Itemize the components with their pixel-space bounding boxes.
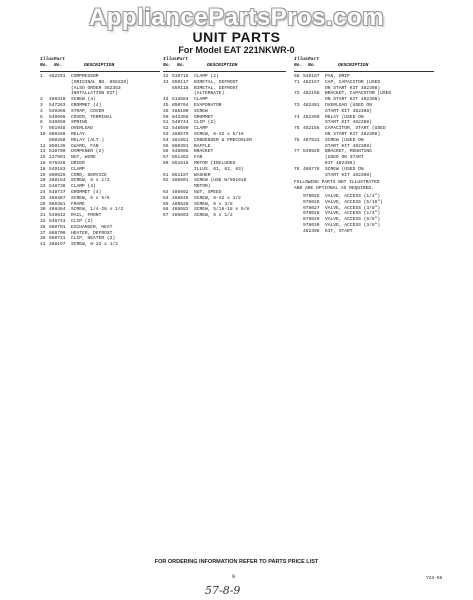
header-description: DESCRIPTION (207, 63, 238, 68)
part-number: 549920 (303, 149, 320, 155)
part-description: RELAY (71, 131, 85, 137)
part-description: SCREW, 8-32 x 1/2 (194, 195, 241, 201)
part-description: START KIT 482398) (325, 172, 372, 178)
illus-number: 55 (163, 143, 169, 149)
illus-number: 62 (163, 178, 169, 184)
part-number: 488645 (172, 195, 189, 201)
part-description: SCREW (USE W/851616 (194, 178, 247, 184)
part-number: 860709 (49, 230, 66, 236)
part-number: 548737 (49, 189, 66, 195)
part-number: 488778 (303, 166, 320, 172)
header-part: Part (54, 57, 66, 62)
part-number: 978026 (303, 199, 320, 205)
illus-number: 18 (40, 166, 46, 172)
illus-number: 71 (294, 79, 300, 85)
illus-number: 6 (40, 120, 43, 126)
illus-number: 76 (294, 137, 300, 143)
part-description: HEATER, DEFROST (71, 230, 113, 236)
header-no: No. (40, 63, 49, 68)
illus-number: 31 (40, 213, 46, 219)
part-description: NUT, SPEED (194, 189, 222, 195)
table-row (40, 242, 160, 248)
part-description: RELAY (ALT.) (71, 137, 105, 143)
header-no: No. (163, 63, 172, 68)
part-number: 488154 (49, 178, 66, 184)
part-number: 860701 (49, 224, 66, 230)
part-number: 860391 (172, 143, 189, 149)
column-header (294, 57, 434, 72)
part-number: 860625 (49, 172, 66, 178)
part-number: 851452 (172, 155, 189, 161)
part-number: 486693 (172, 213, 189, 219)
part-description: (ORIGINAL NO. 855229) (71, 79, 129, 85)
part-number: 488197 (49, 242, 66, 248)
model-subtitle: For Model EAT 221NKWR-0 (178, 45, 295, 55)
illus-number: 56 (163, 149, 169, 155)
part-description: CLIP, HEATER (2) (71, 236, 116, 242)
part-number: 548744 (172, 120, 189, 126)
part-description: SCREW, 5/16-18 x 5/8 (194, 207, 250, 213)
illus-number: 60 (163, 160, 169, 166)
part-description: SCREW, 6 x 1/2 (194, 213, 233, 219)
illus-number: 3 (40, 102, 43, 108)
part-number: 978025 (303, 193, 320, 199)
illus-number: 13 (40, 149, 46, 155)
illus-number: 67 (163, 213, 169, 219)
illus-number: 30 (40, 207, 46, 213)
part-description: BRACKET, CAPACITOR (USED (325, 91, 392, 97)
part-description: SCREW (USED ON (325, 166, 364, 172)
illus-number: 52 (163, 126, 169, 132)
illus-number: 16 (40, 160, 46, 166)
illus-number: 7 (40, 126, 43, 132)
part-description: CLAMP (4) (71, 184, 96, 190)
part-number: 488682 (172, 207, 189, 213)
part-number: 481851 (172, 137, 189, 143)
illus-number: 15 (40, 155, 46, 161)
part-description: VALVE, ACCESS (5/8") (325, 217, 381, 223)
handwritten-note: 57-8-9 (205, 584, 241, 597)
part-number: 978030 (303, 222, 320, 228)
illus-number: 33 (40, 218, 46, 224)
part-number: 549605 (49, 114, 66, 120)
part-description: CAP, CAPACITOR (USED (325, 79, 381, 85)
illus-number: 24 (40, 189, 46, 195)
illus-number: 46 (163, 108, 169, 114)
column-header (40, 57, 160, 72)
illus-number: 25 (40, 195, 46, 201)
part-description: BAFFLE (194, 143, 211, 149)
part-number: 978027 (303, 205, 320, 211)
header-illus: Illus. (40, 57, 57, 62)
part-description: MOTOR (INCLUDES (194, 160, 236, 166)
part-description: BRACKET (194, 149, 214, 155)
illus-number: 77 (294, 149, 300, 155)
illus-number: 1 (40, 74, 43, 79)
part-number: 488487 (49, 195, 66, 201)
part-number: 482398 (303, 228, 320, 234)
header-no: No. (294, 63, 303, 68)
part-number: 488410 (49, 97, 66, 103)
part-number: 482291 (49, 74, 66, 79)
part-description: VALVE, ACCESS (1/4") (325, 211, 381, 217)
part-number: 978346 (49, 160, 66, 166)
part-number: 482158 (303, 91, 320, 97)
header-part: Part (308, 57, 320, 62)
part-description: CLAMP (71, 166, 85, 172)
illus-number: 38 (40, 236, 46, 242)
part-description: (ALTERNATE) (194, 91, 225, 97)
part-description: GUARD, FAN (71, 143, 99, 149)
part-description: SCREW, 6 x 3/8 (194, 201, 233, 207)
part-number: 547263 (49, 102, 66, 108)
illus-number: 4 (40, 108, 43, 114)
part-number: 482157 (303, 79, 320, 85)
part-description: ON START KIT 482398) (325, 85, 381, 91)
part-description: GROMMET (4) (71, 102, 102, 108)
illus-number: 78 (294, 166, 300, 172)
part-number: 850704 (172, 102, 189, 108)
part-number: 850135 (49, 143, 66, 149)
part-description: (USED ON START (325, 155, 364, 161)
part-number: 861948 (49, 126, 66, 132)
optional-parts-note: FOLLOWING PARTS NOT ILLUSTRATED AND ARE OPTIONAL AS REQUIRED. (294, 180, 380, 192)
illus-number: 50 (163, 114, 169, 120)
part-number: 488484 (49, 207, 66, 213)
illus-number: 53 (163, 131, 169, 137)
part-description: SPRING (71, 120, 88, 126)
part-description: SCREW (194, 108, 208, 114)
illus-number: 12 (40, 143, 46, 149)
part-number: 548690 (172, 126, 189, 132)
part-description: CORD, SERVICE (71, 172, 107, 178)
header-description: DESCRIPTION (338, 63, 369, 68)
part-description: COMPRESSOR (71, 74, 99, 79)
part-description: DAMPENER (2) (71, 149, 105, 155)
table-row (294, 173, 434, 179)
part-number: 978028 (303, 211, 320, 217)
illus-number: 51 (163, 120, 169, 126)
header-part-no: No. (177, 63, 186, 68)
illus-number: 72 (294, 91, 300, 97)
illus-number: 45 (163, 102, 169, 108)
parts-column-2 (163, 57, 286, 219)
part-number: 482401 (303, 102, 320, 108)
illus-number: 29 (40, 201, 46, 207)
part-description: START KIT 482398) (325, 143, 372, 149)
part-description: BRACKET, MOUNTING (325, 149, 372, 155)
part-number: 978029 (303, 217, 320, 223)
part-description: CLIP (2) (194, 120, 217, 126)
part-description: VALVE, ACCESS (5/16") (325, 199, 383, 205)
illus-number: 20 (40, 178, 46, 184)
parts-column-3 (294, 57, 434, 235)
part-description: VALVE, ACCESS (1/4") (325, 193, 381, 199)
part-number: 510709 (49, 149, 66, 155)
part-number: 488100 (172, 108, 189, 114)
part-number: 548738 (49, 184, 66, 190)
part-description: NUT, WIRE (71, 155, 96, 161)
part-description: STRAP, COVER (71, 108, 105, 114)
part-number: 851616 (172, 160, 189, 166)
header-part-no: No. (308, 63, 317, 68)
part-description: START KIT 482398) (325, 120, 372, 126)
part-description: SCREW, 8 x 1/2 (71, 178, 110, 184)
part-number: 548743 (49, 218, 66, 224)
part-description: GROMMET (4) (71, 189, 102, 195)
illus-number: 65 (163, 201, 169, 207)
part-number: 510716 (172, 74, 189, 79)
part-description: OVERLOAD (71, 126, 94, 132)
part-description: MOTOR) (194, 184, 211, 190)
part-number: 851197 (172, 172, 189, 178)
part-description: ON START KIT 482398) (325, 97, 381, 103)
part-number: 860381 (49, 201, 66, 207)
part-description: VALVE, ACCESS (3/8") (325, 222, 381, 228)
header-description: DESCRIPTION (84, 63, 115, 68)
illus-number: 75 (294, 126, 300, 132)
illus-number: 74 (294, 114, 300, 120)
part-description: EVAPORATOR (194, 102, 222, 108)
part-description: FRAME (71, 201, 85, 207)
part-number: 549659 (49, 120, 66, 126)
part-description: SCREW (USED ON (325, 137, 364, 143)
part-description: (ALSO ORDER 482353 (71, 85, 121, 91)
part-description: RELAY (USED ON (325, 114, 364, 120)
part-number: 850117 (172, 79, 189, 85)
illus-number: 63 (163, 189, 169, 195)
part-number: 513584 (172, 97, 189, 103)
part-number: 237991 (49, 155, 66, 161)
part-description: EXCHANGER, HEAT (71, 224, 113, 230)
part-description: WASHER (194, 172, 211, 178)
page-title: UNIT PARTS (192, 29, 281, 45)
part-description: VALVE, ACCESS (3/8") (325, 205, 381, 211)
part-description: DRIER (71, 160, 85, 166)
part-number: 850118 (172, 85, 189, 91)
illus-number: 2 (40, 97, 43, 103)
part-description: INSTALLATION KIT) (71, 91, 118, 97)
illus-number: 64 (163, 195, 169, 201)
illus-number: 23 (40, 184, 46, 190)
illus-number: 10 (40, 131, 46, 137)
part-number: 548695 (172, 149, 189, 155)
part-number: 860268 (49, 137, 66, 143)
part-description: CLAMP (194, 126, 208, 132)
part-description: CAPACITOR, START (USED (325, 126, 386, 132)
ordering-footer: FOR ORDERING INFORMATION REFER TO PARTS PRICE LIST (154, 559, 319, 565)
header-illus: Illus. (294, 57, 311, 62)
part-description: CONDENSER & PRECOOLER (194, 137, 252, 143)
document-code: Y23-58 (426, 576, 443, 581)
part-description: FAN (194, 155, 203, 161)
header-illus: Illus. (163, 57, 180, 62)
illus-number: 41 (40, 242, 46, 248)
part-description: SCREW, 8-32 x 1/2 (71, 242, 118, 248)
illus-number: 54 (163, 137, 169, 143)
part-description: BIMETAL, DEFROST (194, 85, 239, 91)
part-description: CLIP (2) (71, 218, 94, 224)
part-description: OVERLOAD (USED ON (325, 102, 372, 108)
part-description: SCREW (4) (71, 97, 96, 103)
illus-number: 66 (163, 207, 169, 213)
part-number: 548642 (49, 213, 66, 219)
header-part-no: No. (54, 63, 63, 68)
part-number: 486692 (172, 189, 189, 195)
illus-number: 36 (40, 224, 46, 230)
part-description: BIMETAL, DEFROST (194, 79, 239, 85)
watermark: AppliancePartsPros.com (88, 4, 385, 31)
illus-number: 68 (294, 74, 300, 79)
illus-number: 44 (163, 97, 169, 103)
part-number: 482399 (303, 114, 320, 120)
header-part: Part (177, 57, 189, 62)
part-number: 487531 (303, 137, 320, 143)
illus-number: 19 (40, 172, 46, 178)
table-row (294, 229, 434, 235)
illus-number: 42 (163, 74, 169, 79)
part-description: KIT 482398) (325, 160, 356, 166)
illus-number: 61 (163, 172, 169, 178)
part-description: SCREW, 1/4-28 x 1/2 (71, 207, 124, 213)
illus-number: 43 (163, 79, 169, 85)
part-number: 488579 (172, 131, 189, 137)
part-description: GROMMET (194, 114, 214, 120)
part-number: 549366 (49, 108, 66, 114)
illus-number: 57 (163, 155, 169, 161)
part-number: 488801 (172, 178, 189, 184)
part-number: 482156 (303, 126, 320, 132)
part-description: START KIT 482398) (325, 108, 372, 114)
part-number: 860721 (49, 236, 66, 242)
part-description: ILLUS. 61, 62, 63) (194, 166, 244, 172)
illus-number: 37 (40, 230, 46, 236)
part-number: 549187 (303, 74, 320, 79)
illus-number: 5 (40, 114, 43, 120)
part-number: 843355 (172, 114, 189, 120)
parts-column-1 (40, 57, 160, 248)
part-description: COVER, TERMINAL (71, 114, 113, 120)
part-description: KIT, START (325, 228, 353, 234)
part-description: RAIL, FRONT (71, 213, 102, 219)
part-number: 549183 (49, 166, 66, 172)
part-description: SCREW, 6 x 5/8 (71, 195, 110, 201)
illus-number: 73 (294, 102, 300, 108)
part-number: 860269 (49, 131, 66, 137)
part-description: SCREW, 8-32 x 5/16 (194, 131, 244, 137)
column-header (163, 57, 286, 72)
table-row (163, 213, 286, 219)
part-number: 488626 (172, 201, 189, 207)
part-description: CLAMP (2) (194, 74, 219, 79)
part-description: PAN, DRIP (325, 74, 350, 79)
part-description: ON START KIT 482398) (325, 131, 381, 137)
part-description: CLAMP (194, 97, 208, 103)
page-number: 9 (232, 574, 236, 580)
